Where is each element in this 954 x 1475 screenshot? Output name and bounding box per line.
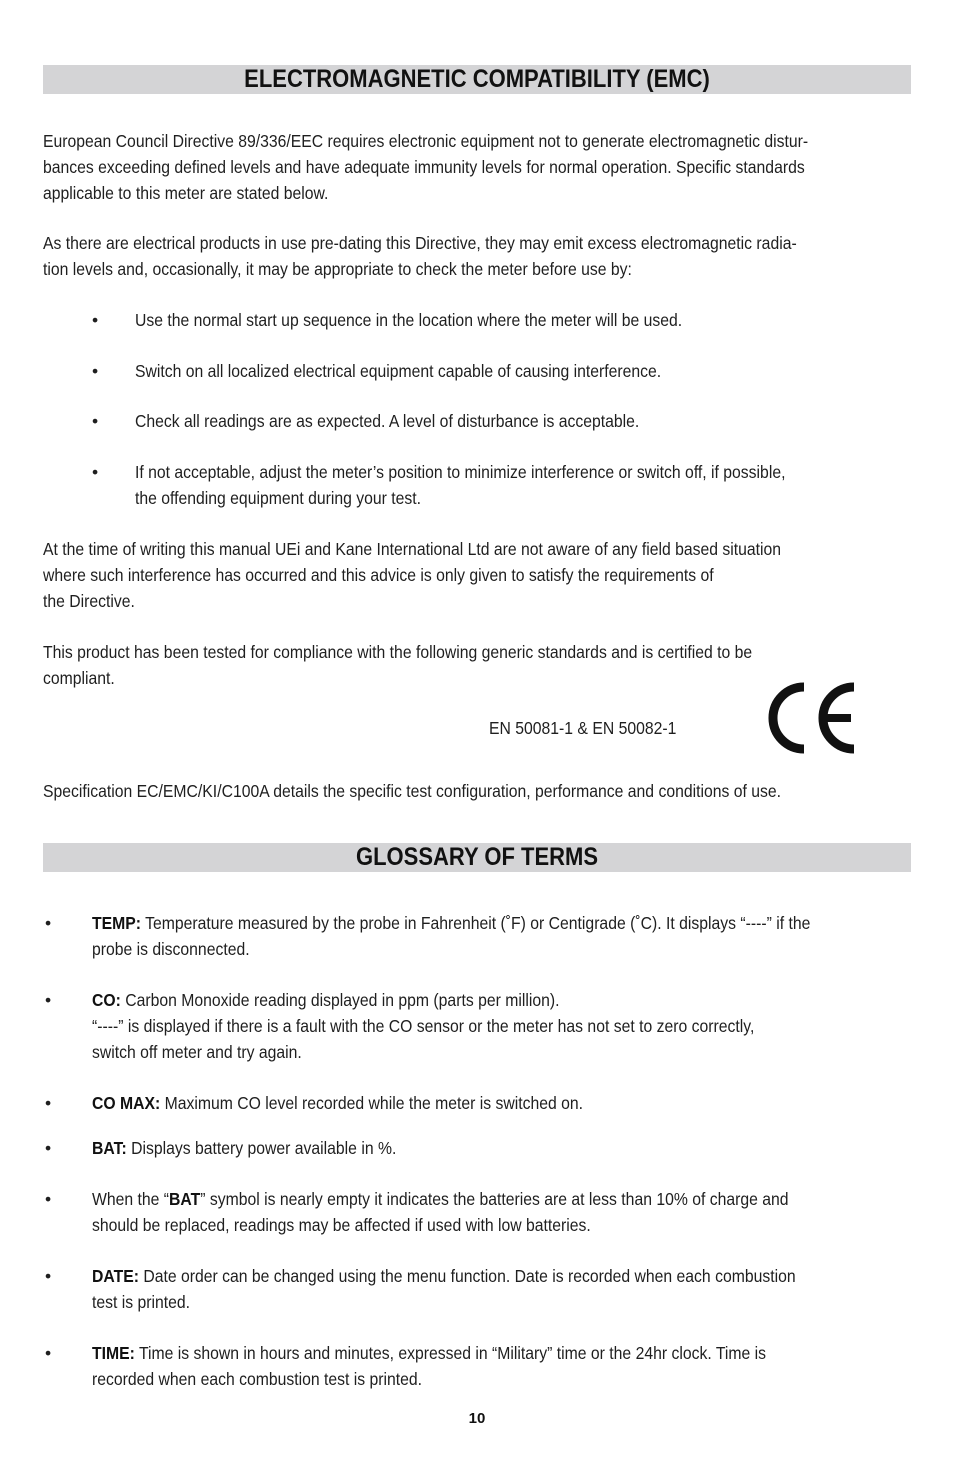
term-text: Maximum CO level recorded while the meter is switched on. — [160, 1093, 584, 1113]
page-number: 10 — [468, 1410, 486, 1427]
bullet-mark: • — [45, 1266, 52, 1286]
text-line: should be replaced, readings may be affected if used with low batteries. — [92, 1215, 591, 1235]
bullet-mark: • — [45, 990, 52, 1010]
text-line: switch off meter and try again. — [92, 1042, 302, 1062]
bullet-mark: • — [45, 1343, 52, 1363]
bullet-mark: • — [45, 1189, 52, 1209]
term-label: BAT — [169, 1189, 201, 1209]
text-line: applicable to this meter are stated below. — [43, 183, 329, 203]
emc-heading: ELECTROMAGNETIC COMPATIBILITY (EMC) — [244, 65, 710, 93]
term-label: BAT: — [92, 1138, 127, 1158]
emc-bullet-4 — [135, 459, 785, 511]
emc-paragraph-3 — [43, 536, 913, 614]
bullet-mark: • — [45, 1138, 52, 1158]
text-line: European Council Directive 89/336/EEC requires electronic equipment not to generate electromagnetic distur- — [43, 131, 809, 151]
emc-paragraph-1 — [43, 128, 913, 206]
bullet-mark: • — [45, 1093, 52, 1113]
spec-paragraph — [43, 778, 913, 804]
glossary-item-time — [92, 1340, 766, 1392]
term-text: When the “ — [92, 1189, 170, 1209]
bullet-mark: • — [92, 361, 99, 381]
glossary-item-date — [92, 1263, 796, 1315]
term-text: Time is shown in hours and minutes, expressed in “Military” time or the 24hr clock. Time is — [134, 1343, 766, 1363]
text-line: “----” is displayed if there is a fault with the CO sensor or the meter has not set to zero correctly, — [92, 1016, 755, 1036]
emc-heading-band — [43, 65, 911, 94]
bullet-mark: • — [45, 913, 52, 933]
bullet-mark: • — [92, 411, 99, 431]
term-label: DATE: — [92, 1266, 139, 1286]
emc-bullet-1 — [135, 307, 682, 333]
glossary-heading: GLOSSARY OF TERMS — [355, 843, 599, 871]
emc-bullet-2 — [135, 358, 661, 384]
text-line: the Directive. — [43, 591, 135, 611]
text-line: Specification EC/EMC/KI/C100A details the specific test configuration, performance and conditions of use. — [43, 781, 782, 801]
text-line: test is printed. — [92, 1292, 191, 1312]
term-text: Carbon Monoxide reading displayed in ppm (parts per million). — [120, 990, 560, 1010]
text-line: If not acceptable, adjust the meter’s position to minimize interference or switch off, if possible, — [135, 462, 786, 482]
text-line: Check all readings are as expected. A level of disturbance is acceptable. — [135, 411, 640, 431]
glossary-item-bat — [92, 1135, 396, 1161]
standards-text: EN 50081-1 & EN 50082-1 — [489, 718, 677, 738]
text-line: probe is disconnected. — [92, 939, 250, 959]
bullet-mark: • — [92, 462, 99, 482]
text-line: At the time of writing this manual UEi and Kane International Ltd are not aware of any field based situation — [43, 539, 782, 559]
text-line: Switch on all localized electrical equipment capable of causing interference. — [135, 361, 662, 381]
text-line: recorded when each combustion test is printed. — [92, 1369, 423, 1389]
term-text: Displays battery power available in %. — [126, 1138, 397, 1158]
glossary-item-co — [92, 987, 754, 1065]
glossary-heading-band — [43, 843, 911, 872]
glossary-item-co-max — [92, 1090, 583, 1116]
term-text: Date order can be changed using the menu function. Date is recorded when each combustion — [138, 1266, 796, 1286]
text-line: where such interference has occurred and this advice is only given to satisfy the requirements of — [43, 565, 714, 585]
text-line: the offending equipment during your test. — [135, 488, 422, 508]
text-line: bances exceeding defined levels and have adequate immunity levels for normal operation. Specific standards — [43, 157, 805, 177]
ce-mark-icon — [768, 681, 860, 755]
text-line: As there are electrical products in use pre-dating this Directive, they may emit excess electromagnetic radia- — [43, 233, 797, 253]
bullet-mark: • — [92, 310, 99, 330]
text-line: compliant. — [43, 668, 115, 688]
emc-bullet-3 — [135, 408, 639, 434]
glossary-item-temp — [92, 910, 810, 962]
term-text: Temperature measured by the probe in Fahrenheit (˚F) or Centigrade (˚C). It displays “----” if the — [141, 913, 811, 933]
text-line: tion levels and, occasionally, it may be appropriate to check the meter before use by: — [43, 259, 632, 279]
text-line: This product has been tested for compliance with the following generic standards and is certified to be — [43, 642, 753, 662]
glossary-item-bat-symbol — [92, 1186, 789, 1238]
emc-paragraph-2 — [43, 230, 913, 282]
term-label: TEMP: — [92, 913, 142, 933]
term-label: TIME: — [92, 1343, 135, 1363]
term-label: CO MAX: — [92, 1093, 161, 1113]
term-label: CO: — [92, 990, 121, 1010]
text-line: Use the normal start up sequence in the location where the meter will be used. — [135, 310, 683, 330]
term-text: ” symbol is nearly empty it indicates the batteries are at less than 10% of charge and — [200, 1189, 789, 1209]
